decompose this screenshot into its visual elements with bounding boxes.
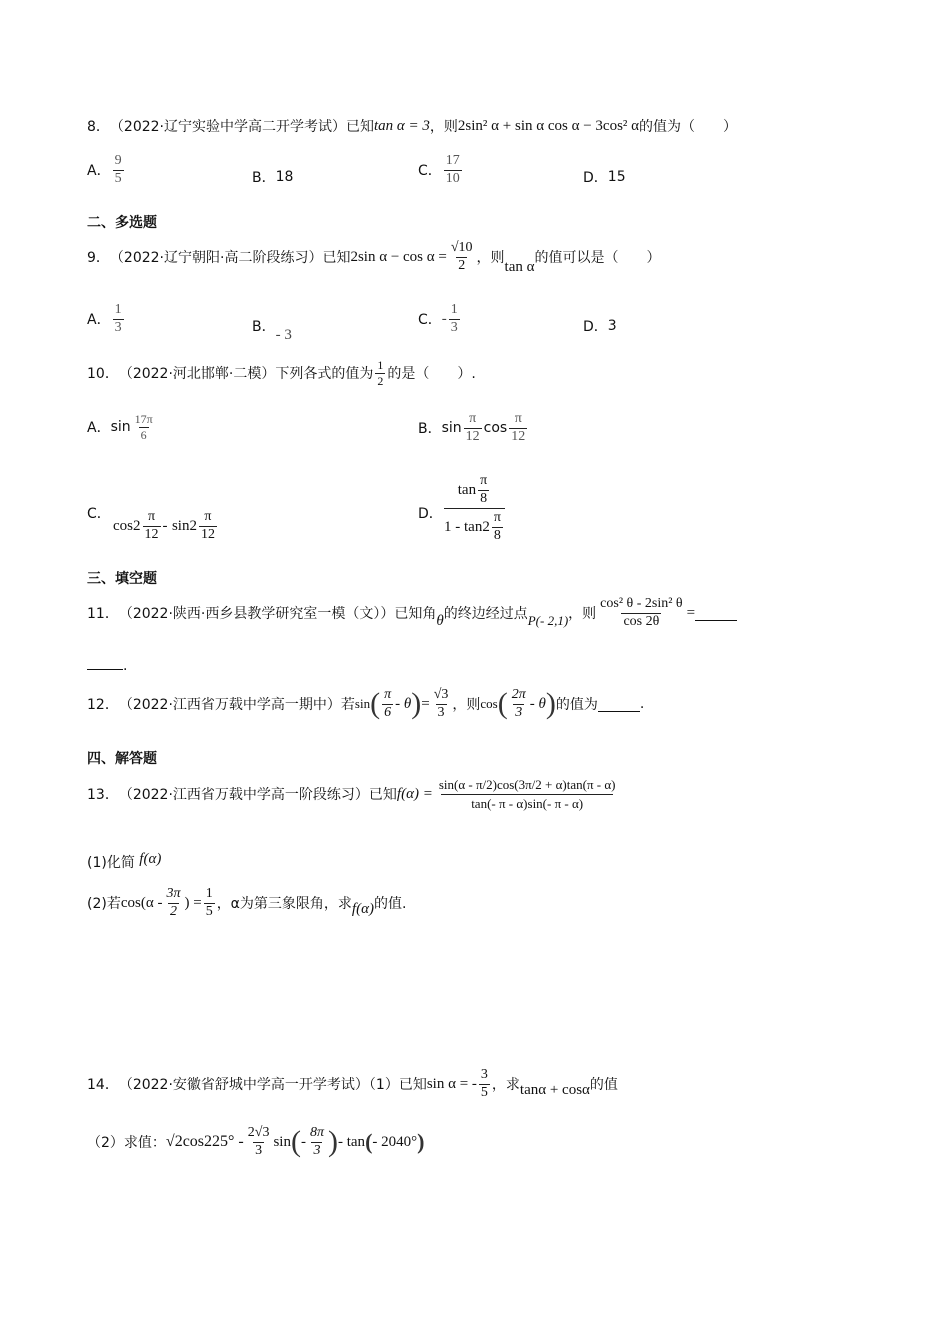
q13-p2-expression: cos(α - [120,894,163,911]
part-label: （2）求值： [87,1135,166,1152]
numerator: 1 [450,302,458,317]
fraction [478,474,489,506]
denominator: 12 [465,428,480,444]
numerator: π [384,687,392,702]
denominator-prefix: 1 - tan [444,519,483,536]
denominator: 10 [445,170,460,186]
q11-blank-continued [87,657,127,674]
q9-tail: 的值可以是（ ） [534,250,661,267]
q8-option-d [583,167,626,187]
fraction [113,303,124,335]
denominator: tan(- π - α)sin(- π - α) [441,794,613,811]
q9-lhs: 2sin α − cos α = [350,248,447,265]
question-14 [87,1068,618,1100]
numerator: 17 [445,153,460,168]
denominator: 8 [493,528,501,544]
left-paren: ( [370,687,381,721]
fraction [492,511,503,543]
section-heading-answer: 四、解答题 [87,751,157,767]
compound-numerator [458,474,491,508]
denominator: 12 [144,526,159,542]
numerator: 8π [309,1125,324,1140]
question-10 [87,359,476,387]
fraction [133,413,155,441]
option-label: D． [583,170,608,186]
q8-condition: tan α = 3 [374,117,430,134]
q10-option-b [418,412,529,444]
q13-function: f(α) = [396,785,433,802]
angle-rest: - θ [395,695,412,712]
q13-part-1 [87,852,161,872]
numerator: π [204,509,212,524]
q14-given: sin α = - [426,1075,477,1092]
numerator: 1 [205,886,213,901]
function-name: cos [480,696,498,712]
numerator: π [514,411,522,426]
minus-sign: - [300,1133,306,1150]
q8-option-a [87,154,126,186]
q14-mid: ，求 [491,1077,520,1094]
denominator: 6 [384,704,392,720]
denominator: 2 [377,373,384,388]
q10-option-c: cos 2 $\frac{\pi}{12}$ - sin 2 $\frac{\pi}{12}$ [113,509,215,542]
q12-mid: ，则 [452,697,481,714]
q13-p2-equals: ) = [184,894,202,911]
option-label: B． [252,170,276,186]
q9-number: 9． [87,250,110,267]
function-name: cos [113,517,133,534]
fraction [509,412,527,444]
option-label: A． [87,163,111,180]
denominator: 5 [480,1084,488,1100]
q11-point: P(- 2,1) [527,613,569,629]
function-name: - tan [337,1133,366,1150]
q12-tail: 的值为 [555,697,598,714]
fraction [382,688,393,720]
answer-blank[interactable] [695,606,737,621]
denominator: 2 [169,903,177,919]
q10-option-d [444,474,505,544]
numerator: sin(α - π/2)cos(3π/2 + α)tan(π - α) [438,777,616,792]
q11-mid: 的终边经过点 [443,606,528,623]
right-paren: ) [545,687,556,721]
q14-p2-tan-argument: - 2040° [372,1133,418,1150]
option-label: A． [87,420,111,437]
fraction [246,1126,272,1158]
denominator: 12 [200,526,215,542]
question-9 [87,241,660,273]
part-label: (1)化简 [87,855,135,871]
q11-mid2: ，则 [568,606,597,623]
numerator: π [480,473,488,488]
denominator: 3 [437,704,445,720]
fraction [444,154,462,186]
q14-p2-first-term: √2cos225° - [165,1133,244,1151]
option-label: C． [418,312,442,329]
numerator: √10 [450,240,473,255]
answer-blank-line[interactable] [87,657,123,670]
fraction [143,510,161,542]
q13-number: 13． [87,787,119,804]
right-paren: ) [327,1125,338,1159]
q10-number: 10． [87,366,119,383]
answer-blank[interactable] [598,697,640,712]
function-name: sin [441,420,462,437]
left-paren: ( [290,1125,301,1159]
option-label: B． [252,319,276,335]
function-name: cos [483,420,508,437]
q8-tail: 的值为（ ） [639,119,738,135]
option-value: 15 [607,169,626,185]
q9-option-b [252,316,292,343]
left-paren: ( [497,687,508,721]
q9-option-a [87,303,126,335]
right-paren: ) [417,1129,425,1155]
numerator: 2π [511,687,526,702]
function-name: sin [354,696,371,712]
question-11 [87,597,737,629]
denominator: 5 [114,170,122,186]
numerator: 1 [114,302,122,317]
q13-p2-function: f(α) [351,900,374,917]
question-13 [87,778,622,810]
numerator: π [469,411,477,426]
denominator: cos 2θ [623,613,660,629]
numerator: √3 [433,687,449,702]
function-name: sin [273,1133,291,1150]
q13-fraction [435,778,620,810]
q12-end: . [639,696,645,713]
fraction [479,1068,490,1100]
half-fraction [375,359,385,387]
q12-source: （2022·江西省万载中学高一期中）若 [118,697,355,714]
q9-mid: ，则 [476,250,505,267]
minus-sign: - [441,310,447,327]
q8-option-b [252,167,293,187]
section-heading-multiple-choice: 二、多选题 [87,215,157,231]
section-heading-fill-in: 三、填空题 [87,571,157,587]
q9-source: （2022·辽宁朝阳·高二阶段练习）已知 [109,250,351,267]
fraction [464,412,482,444]
denominator: 3 [515,704,523,720]
equals-sign: = [686,604,696,621]
q9-rhs-fraction [449,241,475,273]
numerator: 2√3 [247,1125,270,1140]
q8-mid: ，则 [429,119,458,135]
q13-p1-function: f(α) [139,851,162,867]
q8-option-c [418,154,464,186]
numerator: 3π [166,886,181,901]
fraction [199,510,217,542]
minus-sign: - [162,517,168,534]
function-name: tan [457,481,477,498]
q13-part-2 [87,887,406,919]
q14-number: 14． [87,1077,119,1094]
equals-sign: = [421,695,430,712]
q8-source: （2022·辽宁实验中学高二开学考试）已知 [109,119,374,135]
numerator: 3 [480,1067,488,1082]
q8-expression: 2sin² α + sin α cos α − 3cos² α [457,117,640,134]
q11-source: （2022·陕西·西乡县教学研究室一模（文））已知角 [118,606,437,623]
q13-p2-tail: 的值. [373,896,407,913]
fraction [164,887,182,919]
q9-target: tan α [504,258,535,275]
q10-tail: 的是（ ）. [387,366,476,383]
q11-number: 11． [87,606,119,623]
q14-target: tanα + cosα [519,1081,590,1098]
fraction [510,688,528,720]
q14-source: （2022·安徽省舒城中学高一开学考试）（1）已知 [118,1077,427,1094]
question-12 [87,688,644,720]
denominator: 5 [205,903,213,919]
numerator: cos² θ - 2sin² θ [600,596,683,611]
option-label: B． [418,421,442,438]
q10-option-c-label: C． [87,506,111,522]
numerator: 1 [377,358,384,372]
q9-option-c [418,303,462,335]
numerator: π [147,509,156,524]
denominator: 8 [480,490,488,506]
q13-source: （2022·江西省万载中学高一阶段练习）已知 [118,787,397,804]
option-value: 3 [607,318,617,334]
q14-part-2 [87,1126,424,1158]
numerator: 9 [114,153,122,168]
part-label: (2)若 [87,896,121,913]
angle-rest: - θ [529,695,546,712]
q10-option-a [87,413,157,441]
denominator: 3 [313,1142,321,1158]
q11-theta: θ [436,612,444,629]
q12-number: 12． [87,697,119,714]
denominator: 3 [114,319,122,335]
question-8 [87,116,737,136]
q11-fraction [598,597,684,629]
fraction [308,1126,326,1158]
q10-option-d-label: D． [418,506,443,522]
option-label: C． [418,163,442,180]
fraction [449,303,460,335]
q14-tail: 的值 [589,1077,618,1094]
option-label: D． [583,319,608,335]
denominator: 3 [255,1142,263,1158]
function-name: sin [171,517,190,534]
denominator: 3 [450,319,458,335]
q9-option-d [583,316,617,336]
value-fraction [432,688,451,720]
compound-fraction [444,474,505,544]
q11-end: . [123,658,128,674]
numerator: 17π [134,412,153,426]
q8-number: 8． [87,119,110,135]
left-paren: ( [365,1129,373,1155]
value-fraction [204,887,215,919]
option-label: A． [87,312,111,329]
q10-source: （2022·河北邯郸·二模）下列各式的值为 [118,366,374,383]
fraction [113,154,124,186]
q13-p2-mid: ，α为第三象限角，求 [216,896,352,913]
denominator: 2 [458,257,466,273]
denominator: 6 [140,427,147,442]
function-name: sin [110,419,131,436]
option-value: - 3 [275,326,292,343]
compound-denominator: 1 - tan 2 $\frac{\pi}{8}$ [444,508,505,543]
option-value: 18 [275,169,294,185]
denominator: 12 [511,428,526,444]
numerator: π [493,510,501,526]
right-paren: ) [411,687,422,721]
